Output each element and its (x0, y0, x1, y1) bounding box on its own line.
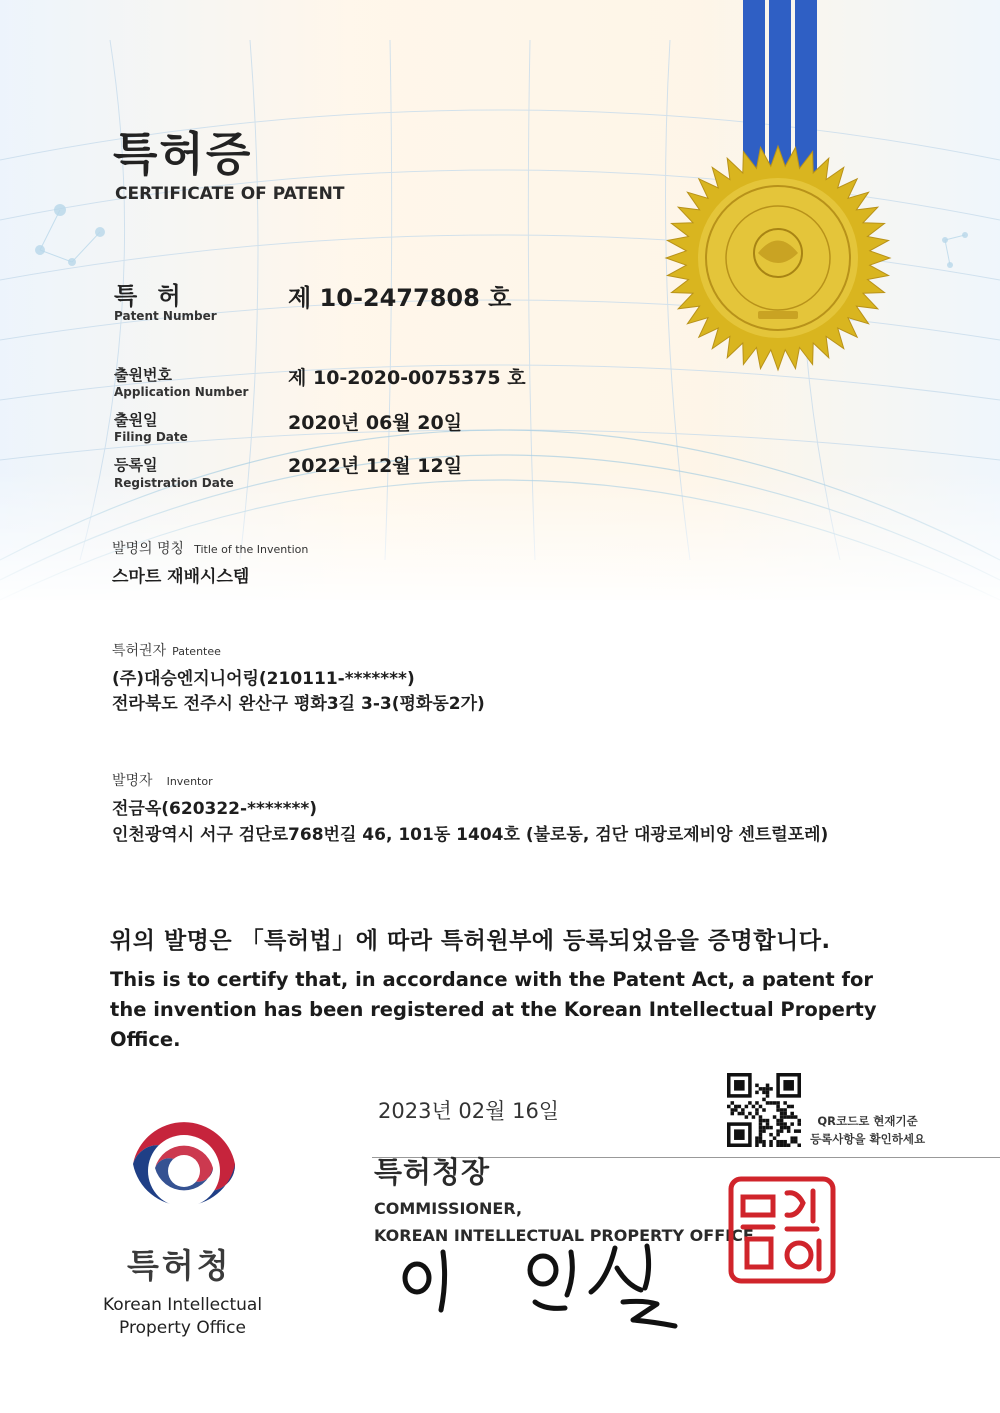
inventor-name: 전금옥(620322-*******) (112, 799, 318, 819)
certification-statement-ko: 위의 발명은 「특허법」에 따라 특허원부에 등록되었음을 증명합니다. (110, 928, 831, 954)
filing-date-label: 출원일 (114, 411, 158, 429)
inventor-labels (112, 770, 213, 790)
commissioner-title: 특허청장 (374, 1155, 491, 1189)
filing-date-value: 2020년 06월 20일 (288, 412, 463, 434)
issue-date: 2023년 02월 16일 (378, 1099, 560, 1123)
document-subtitle: CERTIFICATE OF PATENT (115, 184, 345, 204)
office-name-en (95, 1294, 270, 1340)
office-name-en-line2: Property Office (119, 1318, 246, 1338)
kipo-logo-icon (125, 1112, 243, 1230)
registration-date-value: 2022년 12월 12일 (288, 455, 463, 477)
qr-caption-line2: 등록사항을 확인하세요 (810, 1132, 926, 1146)
patent-number-value: 제 10-2477808 호 (288, 284, 512, 312)
patentee-labels (112, 640, 221, 660)
invention-title-value: 스마트 재배시스템 (112, 567, 250, 587)
invention-title-label: 발명의 명칭 (112, 541, 185, 557)
filing-date-label-en: Filing Date (114, 430, 188, 444)
qr-caption (810, 1112, 925, 1148)
application-number-label: 출원번호 (114, 366, 172, 384)
inventor-address: 인천광역시 서구 검단로768번길 46, 101동 1404호 (불로동, 검단 대광로제비앙 센트럴포레) (112, 825, 829, 845)
commissioner-title-en-line1: COMMISSIONER, (374, 1199, 523, 1218)
office-name-en-line1: Korean Intellectual (102, 1295, 263, 1315)
official-seal-stamp-icon (727, 1175, 837, 1285)
patent-number-label-en: Patent Number (114, 309, 217, 323)
gold-seal-icon (663, 143, 893, 373)
patent-number-label: 특 허 (114, 282, 187, 310)
application-number-value: 제 10-2020-0075375 호 (288, 367, 526, 389)
qr-code-icon[interactable] (727, 1073, 801, 1147)
patentee-label-en: Patentee (172, 645, 221, 658)
patentee-name: (주)대승엔지니어링(210111-*******) (112, 669, 415, 689)
patentee-label: 특허권자 (112, 643, 167, 659)
inventor-label-en: Inventor (166, 775, 213, 788)
registration-date-label-en: Registration Date (114, 476, 234, 490)
inventor-label: 발명자 (112, 773, 153, 789)
certification-statement-en: This is to certify that, in accordance with the Patent Act, a patent for the invention has been registered at the Korean Intellectual Property Office. (110, 968, 877, 1051)
document-title: 특허증 (113, 127, 253, 181)
signature (395, 1240, 695, 1340)
invention-title-labels (112, 538, 308, 558)
qr-caption-line1: QR코드로 현재기준 (817, 1114, 918, 1128)
office-name-ko: 특허청 (127, 1246, 232, 1285)
invention-title-label-en: Title of the Invention (194, 543, 309, 556)
application-number-label-en: Application Number (114, 385, 249, 399)
commissioner-title-en-line2: KOREAN INTELLECTUAL PROPERTY OFFICE (374, 1226, 754, 1245)
registration-date-label: 등록일 (114, 456, 158, 474)
patentee-address: 전라북도 전주시 완산구 평화3길 3-3(평화동2가) (112, 694, 485, 714)
